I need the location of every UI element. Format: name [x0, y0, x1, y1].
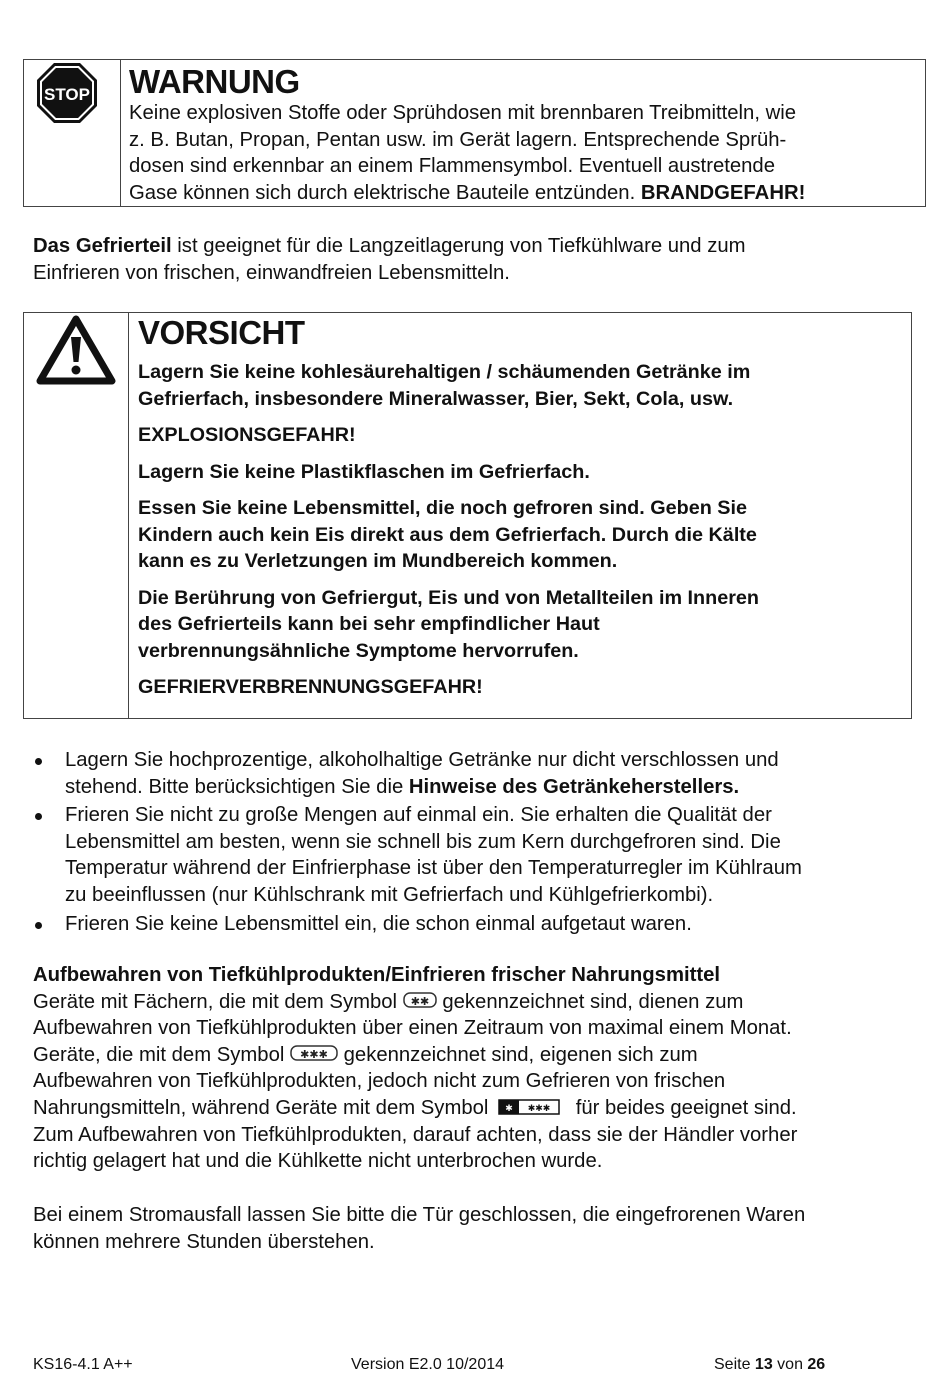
bullet-2-line3: Temperatur während der Einfrierphase ist über den Temperaturregler im Kühlraum: [65, 857, 802, 880]
caution-p3-line1: Lagern Sie keine Plastikflaschen im Gefrierfach.: [138, 460, 590, 483]
footer-page-number: [714, 1356, 825, 1374]
warning-triangle-icon: [36, 315, 116, 385]
bullet-2-line1: Frieren Sie nicht zu große Mengen auf einmal ein. Sie erhalten die Qualität der: [65, 804, 772, 827]
caution-p4-line3: kann es zu Verletzungen im Mundbereich kommen.: [138, 550, 618, 572]
warning-line-1: Keine explosiven Stoffe oder Sprühdosen mit brennbaren Treibmitteln, wie: [129, 102, 797, 124]
storage-line2: Aufbewahren von Tiefkühlprodukten über einen Zeitraum von maximal einem Monat.: [33, 1017, 792, 1040]
warning-text-cell: [121, 60, 925, 206]
bullet-icon: [35, 922, 42, 929]
footer-page-total: 26: [807, 1356, 826, 1373]
bullet-2-line2: Lebensmittel am besten, wenn sie schnell bis zum Kern durchgefroren sind. Die: [65, 830, 781, 853]
storage-line1-post: gekennzeichnet sind, dienen zum: [442, 990, 744, 1013]
four-star-freezer-icon: [498, 1099, 560, 1115]
svg-text:✱: ✱: [505, 1103, 513, 1114]
caution-p5-line2: des Gefrierteils kann bei sehr empfindlicher Haut: [138, 613, 600, 635]
caution-paragraph-2: [138, 422, 901, 449]
freezer-intro-bold: Das Gefrierteil: [33, 235, 172, 257]
bullet-3-line1: Frieren Sie keine Lebensmittel ein, die schon einmal aufgetaut waren.: [65, 912, 692, 935]
storage-line3-post: gekennzeichnet sind, eigenen sich zum: [343, 1043, 698, 1066]
bullet-2-line4: zu beeinflussen (nur Kühlschrank mit Gefrierfach und Kühlgefrierkombi).: [65, 883, 714, 906]
footer-page-prefix: Seite: [714, 1356, 755, 1373]
two-star-freezer-icon: [403, 991, 437, 1009]
caution-p5-line1: Die Berührung von Gefriergut, Eis und von Metallteilen im Inneren: [138, 586, 759, 609]
caution-p4-line2: Kindern auch kein Eis direkt aus dem Gefrierfach. Durch die Kälte: [138, 523, 757, 546]
caution-p4-line1: Essen Sie keine Lebensmittel, die noch gefroren sind. Geben Sie: [138, 497, 747, 519]
storage-section: [33, 962, 918, 1175]
warning-box: [23, 59, 926, 207]
caution-p1-line2: Gefrierfach, insbesondere Mineralwasser, Bier, Sekt, Cola, usw.: [138, 387, 734, 410]
footer-page-mid: von: [772, 1356, 808, 1373]
bullet-1-line2: stehend. Bitte berücksichtigen Sie die: [65, 775, 409, 798]
list-item: [33, 802, 918, 908]
storage-line4: Aufbewahren von Tiefkühlprodukten, jedoch nicht zum Gefrieren von frischen: [33, 1070, 726, 1093]
storage-line6: Zum Aufbewahren von Tiefkühlprodukten, darauf achten, dass sie der Händler vorher: [33, 1123, 798, 1146]
caution-paragraph-3: [138, 459, 901, 486]
storage-line5-post: für beides geeignet sind.: [575, 1096, 797, 1119]
footer-version: Version E2.0 10/2014: [351, 1356, 505, 1373]
list-item: [33, 911, 918, 938]
svg-text:STOP: STOP: [44, 85, 90, 104]
power-outage-line1: Bei einem Stromausfall lassen Sie bitte die Tür geschlossen, die eingefrorenen Waren: [33, 1204, 806, 1226]
caution-text-cell: [129, 313, 911, 718]
power-outage-line2: können mehrere Stunden überstehen.: [33, 1230, 375, 1253]
bullet-icon: [35, 813, 42, 820]
warning-title: WARNUNG: [129, 63, 300, 100]
bullet-list: [33, 747, 918, 939]
three-star-freezer-icon: [290, 1044, 338, 1062]
warning-emphasis: BRANDGEFAHR!: [640, 181, 806, 204]
bullet-1-bold: Hinweise des Getränkeherstellers.: [408, 775, 740, 798]
bullet-1-line1: Lagern Sie hochprozentige, alkoholhaltige Getränke nur dicht verschlossen und: [65, 749, 779, 771]
storage-line7: richtig gelagert hat und die Kühlkette nicht unterbrochen wurde.: [33, 1150, 603, 1173]
list-item: [33, 747, 918, 800]
caution-paragraph-4: [138, 495, 901, 575]
storage-heading: Aufbewahren von Tiefkühlprodukten/Einfrieren frischer Nahrungsmittel: [33, 964, 721, 986]
caution-p2-line1: EXPLOSIONSGEFAHR!: [138, 424, 356, 446]
svg-text:✱✱✱: ✱✱✱: [300, 1048, 328, 1062]
footer-page-current: 13: [754, 1356, 773, 1373]
caution-p6-line1: GEFRIERVERBRENNUNGSGEFAHR!: [138, 676, 483, 698]
caution-title: VORSICHT: [138, 314, 305, 351]
caution-p5-line3: verbrennungsähnliche Symptome hervorrufen.: [138, 639, 579, 662]
caution-p1-line1: Lagern Sie keine kohlesäurehaltigen / schäumenden Getränke im: [138, 361, 751, 383]
power-outage-paragraph: [33, 1202, 918, 1255]
caution-box: [23, 312, 912, 719]
caution-icon-cell: [24, 313, 129, 718]
svg-text:✱✱✱: ✱✱✱: [527, 1103, 551, 1114]
warning-icon-cell: [24, 60, 121, 206]
stop-sign-icon: [36, 62, 98, 124]
caution-paragraph-1: [138, 359, 901, 412]
caution-paragraph-5: [138, 585, 901, 665]
bullet-icon: [35, 758, 42, 765]
freezer-intro-line1: ist geeignet für die Langzeitlagerung von Tiefkühlware und zum: [171, 235, 746, 257]
caution-paragraph-6: [138, 674, 901, 701]
warning-body: [129, 100, 917, 206]
svg-text:✱✱: ✱✱: [410, 995, 429, 1009]
storage-line1-pre: Geräte mit Fächern, die mit dem Symbol: [33, 990, 398, 1013]
storage-line3-pre: Geräte, die mit dem Symbol: [33, 1043, 285, 1066]
warning-line-2: z. B. Butan, Propan, Pentan usw. im Gerät lagern. Entsprechende Sprüh-: [129, 128, 787, 151]
freezer-intro-line2: Einfrieren von frischen, einwandfreien Lebensmitteln.: [33, 261, 510, 284]
footer-model: KS16-4.1 A++: [33, 1356, 133, 1373]
warning-line-3: dosen sind erkennbar an einem Flammensymbol. Eventuell austretende: [129, 155, 775, 177]
storage-line5-pre: Nahrungsmitteln, während Geräte mit dem Symbol: [33, 1096, 489, 1119]
warning-line-4: Gase können sich durch elektrische Bauteile entzünden.: [129, 181, 636, 204]
freezer-intro: [33, 233, 918, 286]
